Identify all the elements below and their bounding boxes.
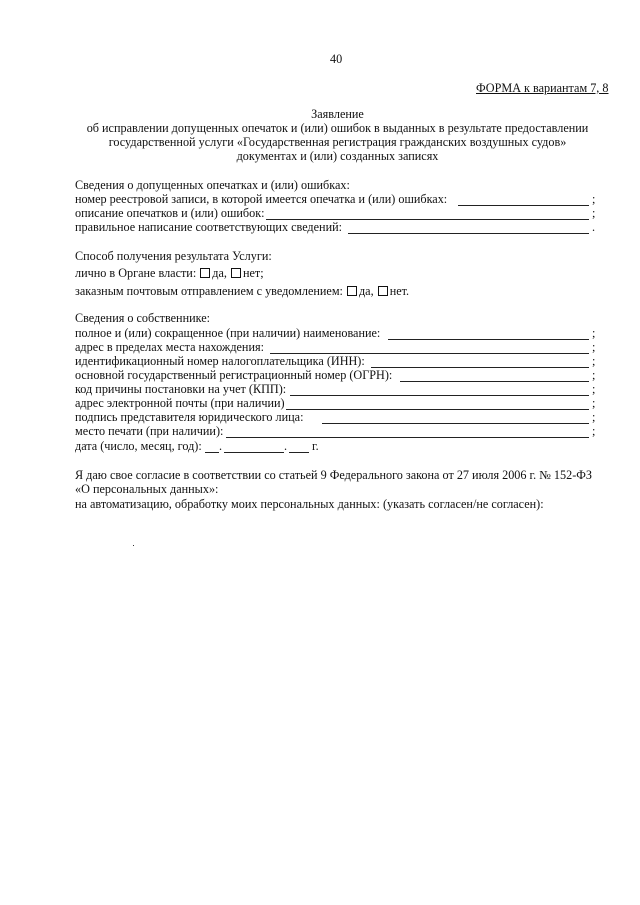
typo-description-end: ; [592,206,596,220]
in-person-no-checkbox[interactable] [231,268,241,278]
date-separator-2: . [284,439,288,453]
owner-address-label: адрес в пределах места нахождения: [75,340,264,354]
owner-email-label: адрес электронной почты (при наличии) [75,396,285,410]
receipt-in-person-label: лично в Органе власти: [75,266,197,280]
subtitle-line-3: документах и (или) созданных записях [236,149,439,163]
consent-line-3: на автоматизацию, обработку моих персональных данных: (указать согласен/не согласен): [75,497,544,511]
receipt-in-person-row [75,266,264,280]
representative-signature-field[interactable] [322,423,589,424]
receipt-by-mail-row [75,284,409,298]
by-mail-yes-checkbox[interactable] [347,286,357,296]
errors-section-heading: Сведения о допущенных опечатках и (или) ошибках: [75,178,350,192]
owner-address-end: ; [592,340,596,354]
subtitle-line-2: государственной услуги «Государственная регистрация гражданских воздушных судов» [108,135,567,149]
seal-place-field[interactable] [226,437,589,438]
correct-spelling-end: . [592,220,596,234]
scan-speck [133,545,134,546]
date-year-field[interactable] [289,452,309,453]
owner-ogrn-label: основной государственный регистрационный номер (ОГРН): [75,368,393,382]
correct-spelling-field[interactable] [348,233,589,234]
consent-line-1: Я даю свое согласие в соответствии со статьей 9 Федерального закона от 27 июля 2006 г. № 152-ФЗ [75,468,592,482]
in-person-yes-checkbox[interactable] [200,268,210,278]
owner-email-end: ; [592,396,596,410]
representative-signature-end: ; [592,410,596,424]
in-person-yes-label: да, [212,266,227,280]
correct-spelling-label: правильное написание соответствующих сведений: [75,220,342,234]
owner-inn-field[interactable] [371,367,589,368]
owner-name-end: ; [592,326,596,340]
date-year-suffix: г. [312,439,319,453]
owner-section-heading: Сведения о собственнике: [75,311,211,325]
in-person-no-label: нет; [242,266,264,280]
owner-inn-label: идентификационный номер налогоплательщика (ИНН): [75,354,365,368]
owner-inn-end: ; [592,354,596,368]
owner-ogrn-field[interactable] [400,381,589,382]
receipt-by-mail-label: заказным почтовым отправлением с уведомлением: [75,284,343,298]
subtitle-line-1: об исправлении допущенных опечаток и (или) ошибок в выданных в результате предоставлении [86,121,589,135]
date-separator-1: . [219,439,223,453]
registry-record-end: ; [592,192,596,206]
consent-line-2: «О персональных данных»: [75,482,219,496]
registry-record-field[interactable] [458,205,589,206]
by-mail-no-checkbox[interactable] [378,286,388,296]
by-mail-yes-label: да, [358,284,374,298]
representative-signature-label: подпись представителя юридического лица: [75,410,304,424]
owner-kpp-end: ; [592,382,596,396]
document-title: Заявление [311,107,364,121]
date-month-field[interactable] [224,452,284,453]
registry-record-label: номер реестровой записи, в которой имеется опечатка и (или) ошибках: [75,192,448,206]
date-label: дата (число, месяц, год): [75,439,202,453]
page-number: 40 [330,52,343,66]
owner-name-field[interactable] [388,339,589,340]
seal-place-label: место печати (при наличии): [75,424,224,438]
seal-place-end: ; [592,424,596,438]
owner-name-label: полное и (или) сокращенное (при наличии) наименование: [75,326,381,340]
typo-description-label: описание опечатков и (или) ошибок: [75,206,265,220]
by-mail-no-label: нет. [389,284,410,298]
receipt-method-heading: Способ получения результата Услуги: [75,249,272,263]
owner-kpp-label: код причины постановки на учет (КПП): [75,382,287,396]
owner-kpp-field[interactable] [290,395,589,396]
date-day-field[interactable] [205,452,219,453]
owner-email-field[interactable] [286,409,589,410]
form-reference: ФОРМА к вариантам 7, 8 [476,81,609,95]
owner-ogrn-end: ; [592,368,596,382]
